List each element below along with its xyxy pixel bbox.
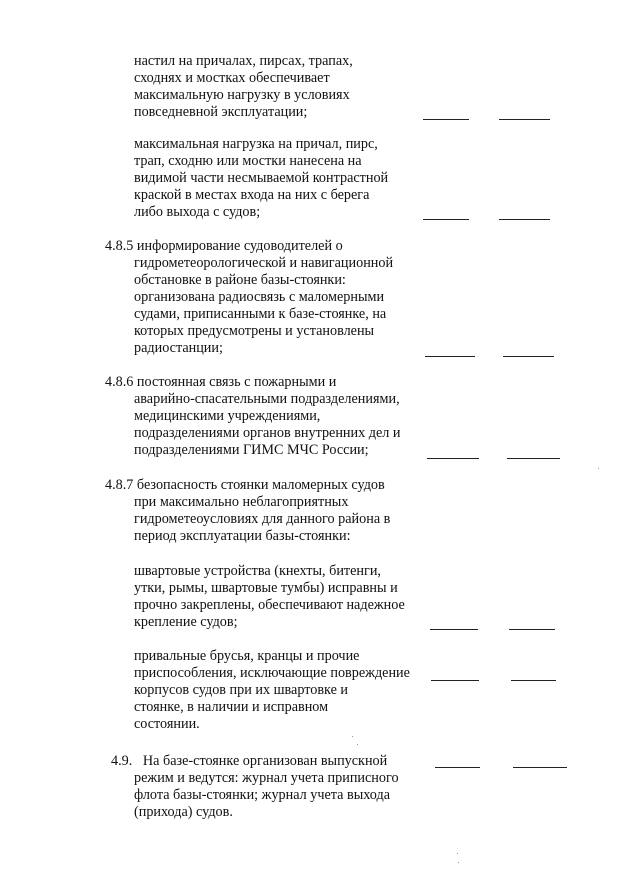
text-line: гидрометеоусловиях для данного района в bbox=[134, 511, 391, 527]
text-line: стоянке, в наличии и исправном bbox=[134, 699, 329, 715]
blank-line-col1 bbox=[425, 356, 475, 357]
text-line: судами, приписанными к базе-стоянке, на bbox=[134, 306, 387, 322]
text-line: максимальная нагрузка на причал, пирс, bbox=[134, 136, 378, 152]
text-line: либо выхода с судов; bbox=[134, 204, 261, 220]
text-line: медицинскими учреждениями, bbox=[134, 408, 321, 424]
blank-line-col1 bbox=[430, 629, 478, 630]
blank-line-col1 bbox=[423, 219, 469, 220]
text-line: период эксплуатации базы-стоянки: bbox=[134, 528, 351, 544]
text-line: настил на причалах, пирсах, трапах, bbox=[134, 53, 353, 69]
text-line: корпусов судов при их швартовке и bbox=[134, 682, 349, 698]
blank-line-col1 bbox=[435, 767, 480, 768]
scan-speck bbox=[352, 736, 353, 737]
blank-line-col1 bbox=[423, 119, 469, 120]
blank-line-col2 bbox=[499, 119, 550, 120]
text-line: (прихода) судов. bbox=[134, 804, 233, 820]
blank-line-col2 bbox=[509, 629, 555, 630]
text-line: швартовые устройства (кнехты, битенги, bbox=[134, 563, 381, 579]
text-line: при максимально неблагоприятных bbox=[134, 494, 349, 510]
text-line: максимальную нагрузку в условиях bbox=[134, 87, 350, 103]
blank-line-col2 bbox=[499, 219, 550, 220]
text-line: 4.8.7 безопасность стоянки маломерных судов bbox=[105, 477, 385, 493]
text-line: подразделениями ГИМС МЧС России; bbox=[134, 442, 369, 458]
text-line: которых предусмотрены и установлены bbox=[134, 323, 375, 339]
text-line: гидрометеорологической и навигационной bbox=[134, 255, 394, 271]
text-line: крепление судов; bbox=[134, 614, 238, 630]
blank-line-col1 bbox=[427, 458, 479, 459]
text-line: прочно закреплены, обеспечивают надежное bbox=[134, 597, 405, 613]
blank-line-col1 bbox=[431, 680, 479, 681]
text-line: утки, рымы, швартовые тумбы) исправны и bbox=[134, 580, 398, 596]
scan-speck bbox=[598, 468, 599, 469]
text-line: 4.9. На базе-стоянке организован выпускной bbox=[111, 753, 388, 769]
text-line: организована радиосвязь с маломерными bbox=[134, 289, 385, 305]
text-line: аварийно-спасательными подразделениями, bbox=[134, 391, 400, 407]
text-line: повседневной эксплуатации; bbox=[134, 104, 308, 120]
blank-line-col2 bbox=[503, 356, 554, 357]
text-line: сходнях и мостках обеспечивает bbox=[134, 70, 330, 86]
text-line: 4.8.5 информирование судоводителей о bbox=[105, 238, 343, 254]
text-line: состоянии. bbox=[134, 716, 200, 732]
text-line: краской в местах входа на них с берега bbox=[134, 187, 370, 203]
blank-line-col2 bbox=[507, 458, 560, 459]
text-line: 4.8.6 постоянная связь с пожарными и bbox=[105, 374, 337, 390]
text-line: флота базы-стоянки; журнал учета выхода bbox=[134, 787, 391, 803]
text-line: трап, сходню или мостки нанесена на bbox=[134, 153, 362, 169]
text-line: приспособления, исключающие повреждение bbox=[134, 665, 410, 681]
scan-speck bbox=[457, 853, 458, 854]
text-line: видимой части несмываемой контрастной bbox=[134, 170, 389, 186]
text-line: режим и ведутся: журнал учета приписного bbox=[134, 770, 399, 786]
scan-speck bbox=[357, 744, 358, 745]
blank-line-col2 bbox=[513, 767, 567, 768]
text-line: привальные брусья, кранцы и прочие bbox=[134, 648, 360, 664]
blank-line-col2 bbox=[511, 680, 556, 681]
text-line: радиостанции; bbox=[134, 340, 223, 356]
scan-speck bbox=[458, 862, 459, 863]
text-line: подразделениями органов внутренних дел и bbox=[134, 425, 401, 441]
text-line: обстановке в районе базы-стоянки: bbox=[134, 272, 346, 288]
